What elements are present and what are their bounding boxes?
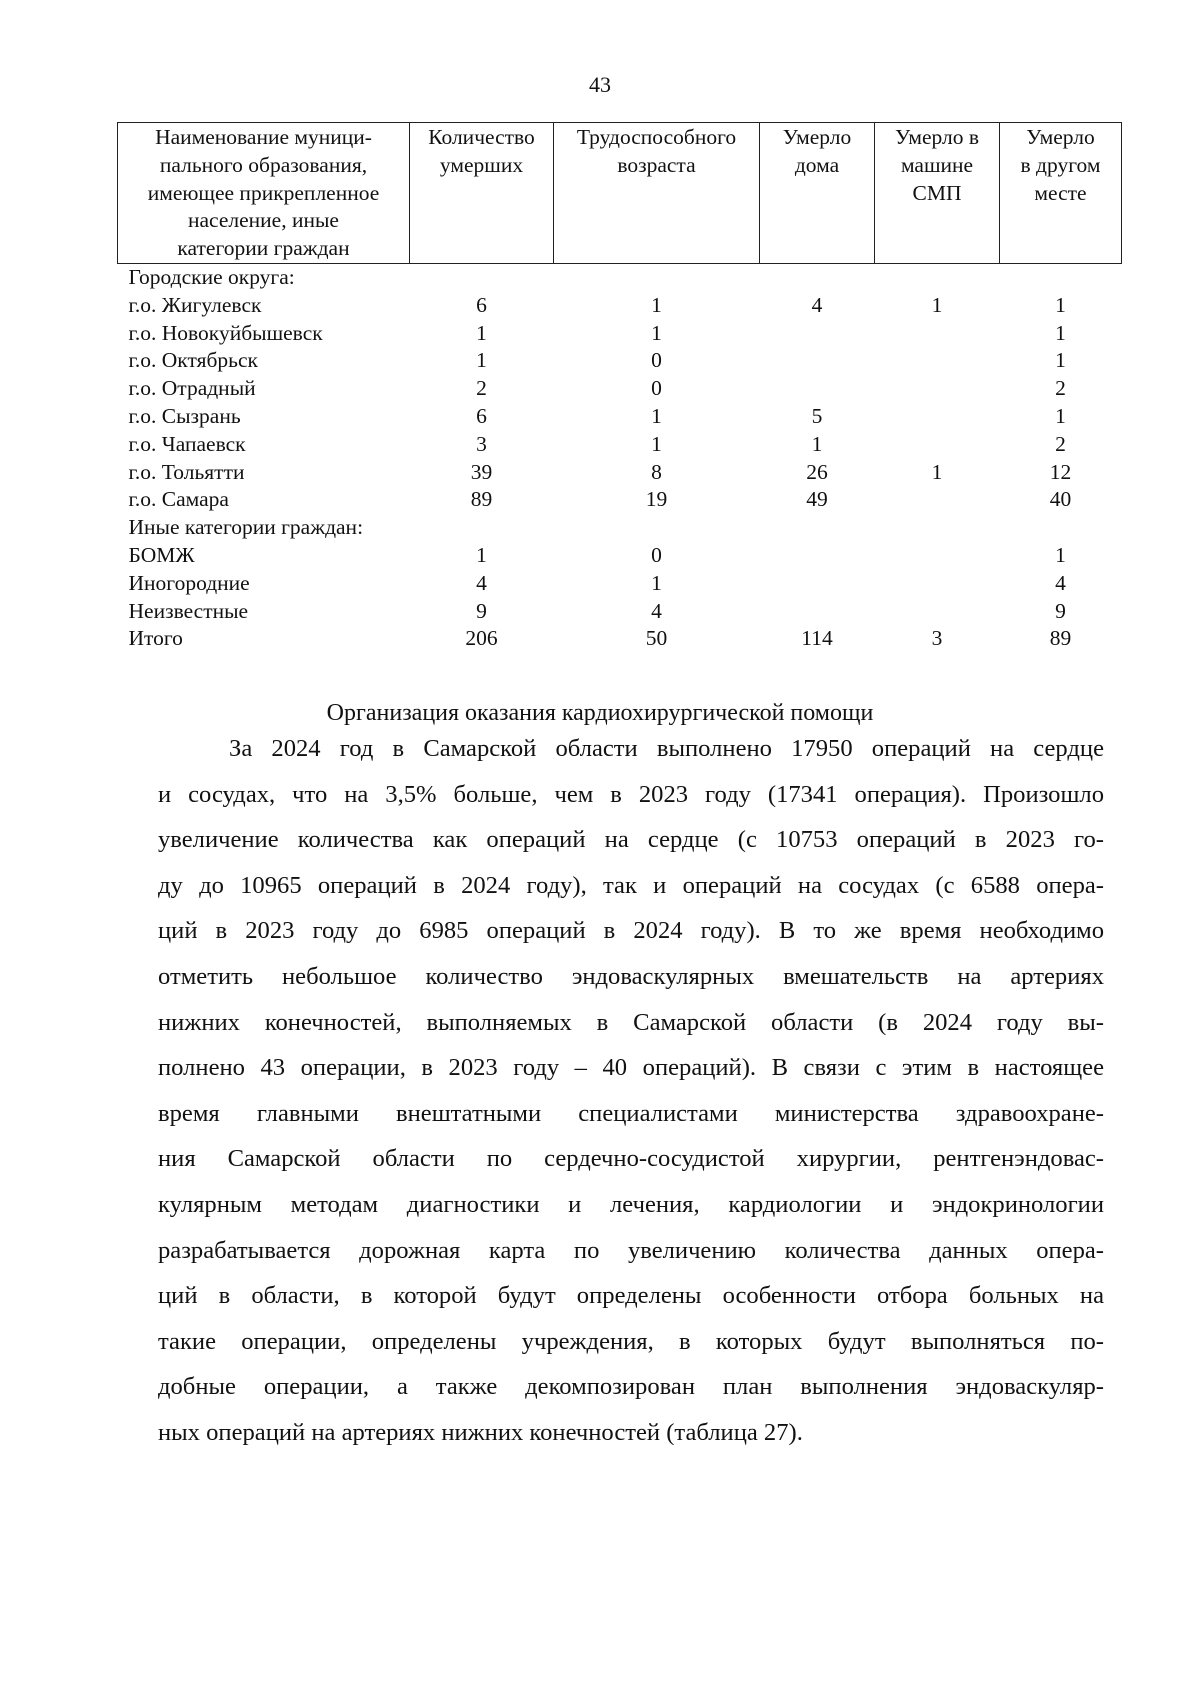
table-cell <box>410 263 554 291</box>
table-cell <box>875 431 1000 459</box>
table-cell: 1 <box>1055 403 1066 428</box>
table-row <box>118 459 1122 487</box>
table-cell: 1 <box>476 542 487 567</box>
table-row <box>118 403 1122 431</box>
table-cell: 114 <box>801 626 833 651</box>
table-cell: 3 <box>476 431 487 456</box>
paragraph-line: разрабатывается дорожная карта по увеличению количества данных опера- <box>158 1236 1104 1264</box>
table-cell: 0 <box>651 542 662 567</box>
table-cell: 50 <box>645 626 668 651</box>
table-cell: 0 <box>651 376 662 401</box>
table-cell: 1 <box>651 320 662 345</box>
paragraph-line: нижних конечностей, выполняемых в Самарской области (в 2024 году вы- <box>158 1008 1104 1036</box>
table-cell: 1 <box>931 459 943 484</box>
table-cell: 1 <box>476 320 487 345</box>
table-cell: 2 <box>1055 376 1066 401</box>
table-body <box>118 263 1122 653</box>
paragraph-line: добные операции, а также декомпозирован план выполнения эндоваскуляр- <box>158 1373 1104 1401</box>
column-header: Наименование муници- пального образования, имеющее прикрепленное население, иные категории граждан <box>118 123 410 264</box>
table-cell: 26 <box>806 459 828 484</box>
table-cell: 4 <box>476 570 487 595</box>
table-cell: 6 <box>476 292 487 317</box>
table-cell <box>760 375 875 403</box>
table-cell <box>760 263 875 291</box>
table-cell: 5 <box>811 403 823 428</box>
row-label: г.о. Отрадный <box>128 376 256 401</box>
table-cell: 4 <box>651 598 662 623</box>
table-cell: 1 <box>651 292 662 317</box>
table-cell <box>875 598 1000 626</box>
table-cell <box>875 375 1000 403</box>
table-cell: 1 <box>1055 292 1066 317</box>
table-cell <box>875 403 1000 431</box>
row-label: Городские округа: <box>128 264 295 289</box>
table-cell: 9 <box>1055 598 1066 623</box>
row-label: Итого <box>128 626 183 651</box>
column-header: Умерло в машине СМП <box>875 123 1000 264</box>
table-cell <box>1000 263 1122 291</box>
table-cell: 49 <box>806 487 828 512</box>
section-heading: Организация оказания кардиохирургической помощи <box>326 700 874 726</box>
table-row <box>118 263 1122 291</box>
table-cell: 1 <box>1055 348 1066 373</box>
row-label: г.о. Новокуйбышевск <box>128 320 323 345</box>
table-cell: 39 <box>470 459 493 484</box>
table-cell: 1 <box>1055 542 1066 567</box>
row-label: г.о. Тольятти <box>128 459 245 484</box>
paragraph-line: кулярным методам диагностики и лечения, кардиологии и эндокринологии <box>158 1191 1104 1218</box>
table-row <box>118 292 1122 320</box>
table-cell <box>875 486 1000 514</box>
table-cell <box>760 598 875 626</box>
table-cell: 3 <box>931 626 943 651</box>
row-label: Иные категории граждан: <box>128 515 364 540</box>
table-row <box>118 570 1122 598</box>
table-row <box>118 486 1122 514</box>
table-cell <box>875 570 1000 598</box>
table-cell <box>875 542 1000 570</box>
paragraph-line: такие операции, определены учреждения, в которых будут выполняться по- <box>158 1327 1104 1355</box>
table-cell <box>875 514 1000 542</box>
table-cell: 2 <box>1055 431 1066 456</box>
table-cell: 19 <box>645 487 668 512</box>
table-cell <box>760 570 875 598</box>
table-cell: 4 <box>1055 570 1066 595</box>
table-cell: 1 <box>651 403 662 428</box>
table-cell: 1 <box>651 431 662 456</box>
paragraph-line: увеличение количества как операций на сердце (с 10753 операций в 2023 го- <box>158 826 1104 854</box>
paragraph-line: ных операций на артериях нижних конечностей (таблица 27). <box>158 1419 803 1446</box>
row-label: г.о. Самара <box>128 487 229 512</box>
table-cell: 40 <box>1049 487 1072 512</box>
table-cell: 6 <box>476 403 487 428</box>
table-cell: 1 <box>1055 320 1066 345</box>
table-cell <box>760 347 875 375</box>
table-row <box>118 514 1122 542</box>
row-label: г.о. Чапаевск <box>128 431 246 456</box>
column-header: Умерло дома <box>760 123 875 264</box>
table-cell: 89 <box>470 487 493 512</box>
table-cell: 8 <box>651 459 662 484</box>
paragraph-line: отметить небольшое количество эндоваскулярных вмешательств на артериях <box>158 963 1104 990</box>
table-cell <box>760 320 875 348</box>
table-cell <box>760 514 875 542</box>
mortality-table <box>117 122 1122 653</box>
table-row <box>118 320 1122 348</box>
table-cell: 4 <box>811 292 823 317</box>
table-cell: 9 <box>476 598 487 623</box>
table-cell: 1 <box>651 570 662 595</box>
page-number: 43 <box>589 72 611 97</box>
table-row <box>118 542 1122 570</box>
row-label: г.о. Жигулевск <box>128 292 262 317</box>
table-header <box>118 123 1122 264</box>
table-cell <box>1000 514 1122 542</box>
table-cell: 1 <box>476 348 487 373</box>
table-cell: 1 <box>931 292 943 317</box>
header-row <box>118 123 1122 264</box>
column-header: Количество умерших <box>410 123 554 264</box>
table-row <box>118 347 1122 375</box>
table-cell <box>875 263 1000 291</box>
paragraph-line: ду до 10965 операций в 2024 году), так и операций на сосудах (с 6588 опера- <box>158 871 1104 899</box>
table-cell <box>875 320 1000 348</box>
table-cell: 1 <box>811 431 823 456</box>
paragraph-line: ния Самарской области по сердечно-сосудистой хирургии, рентгенэндоваc- <box>158 1145 1104 1173</box>
paragraph-line: и сосудах, что на 3,5% больше, чем в 2023 году (17341 операция). Произошло <box>158 780 1104 808</box>
table-cell: 0 <box>651 348 662 373</box>
table-cell <box>760 542 875 570</box>
column-header: Трудоспособного возраста <box>554 123 760 264</box>
table-cell <box>554 263 760 291</box>
table-row <box>118 598 1122 626</box>
table-cell: 12 <box>1049 459 1072 484</box>
table-cell: 89 <box>1049 626 1072 651</box>
paragraph-line: ций в 2023 году до 6985 операций в 2024 году). В то же время необходимо <box>158 917 1104 945</box>
table-row <box>118 431 1122 459</box>
row-label: г.о. Октябрьск <box>128 348 258 373</box>
paragraph-line: ций в области, в которой будут определены особенности отбора больных на <box>158 1282 1104 1310</box>
row-label: Иногородние <box>128 570 250 595</box>
table-row <box>118 375 1122 403</box>
table-row <box>118 625 1122 653</box>
table-cell <box>875 347 1000 375</box>
table-cell <box>554 514 760 542</box>
table-cell <box>410 514 554 542</box>
paragraph-line: полнено 43 операции, в 2023 году – 40 операций). В связи с этим в настоящее <box>158 1054 1104 1082</box>
row-label: г.о. Сызрань <box>128 403 241 428</box>
paragraph-line: За 2024 год в Самарской области выполнено 17950 операций на сердце <box>229 735 1104 762</box>
paragraph-line: время главными внештатными специалистами министерства здравоохране- <box>158 1099 1104 1127</box>
column-header: Умерло в другом месте <box>1000 123 1122 264</box>
table-cell: 2 <box>476 376 487 401</box>
row-label: Неизвестные <box>128 598 249 623</box>
table-cell: 206 <box>465 626 498 651</box>
row-label: БОМЖ <box>128 542 195 567</box>
